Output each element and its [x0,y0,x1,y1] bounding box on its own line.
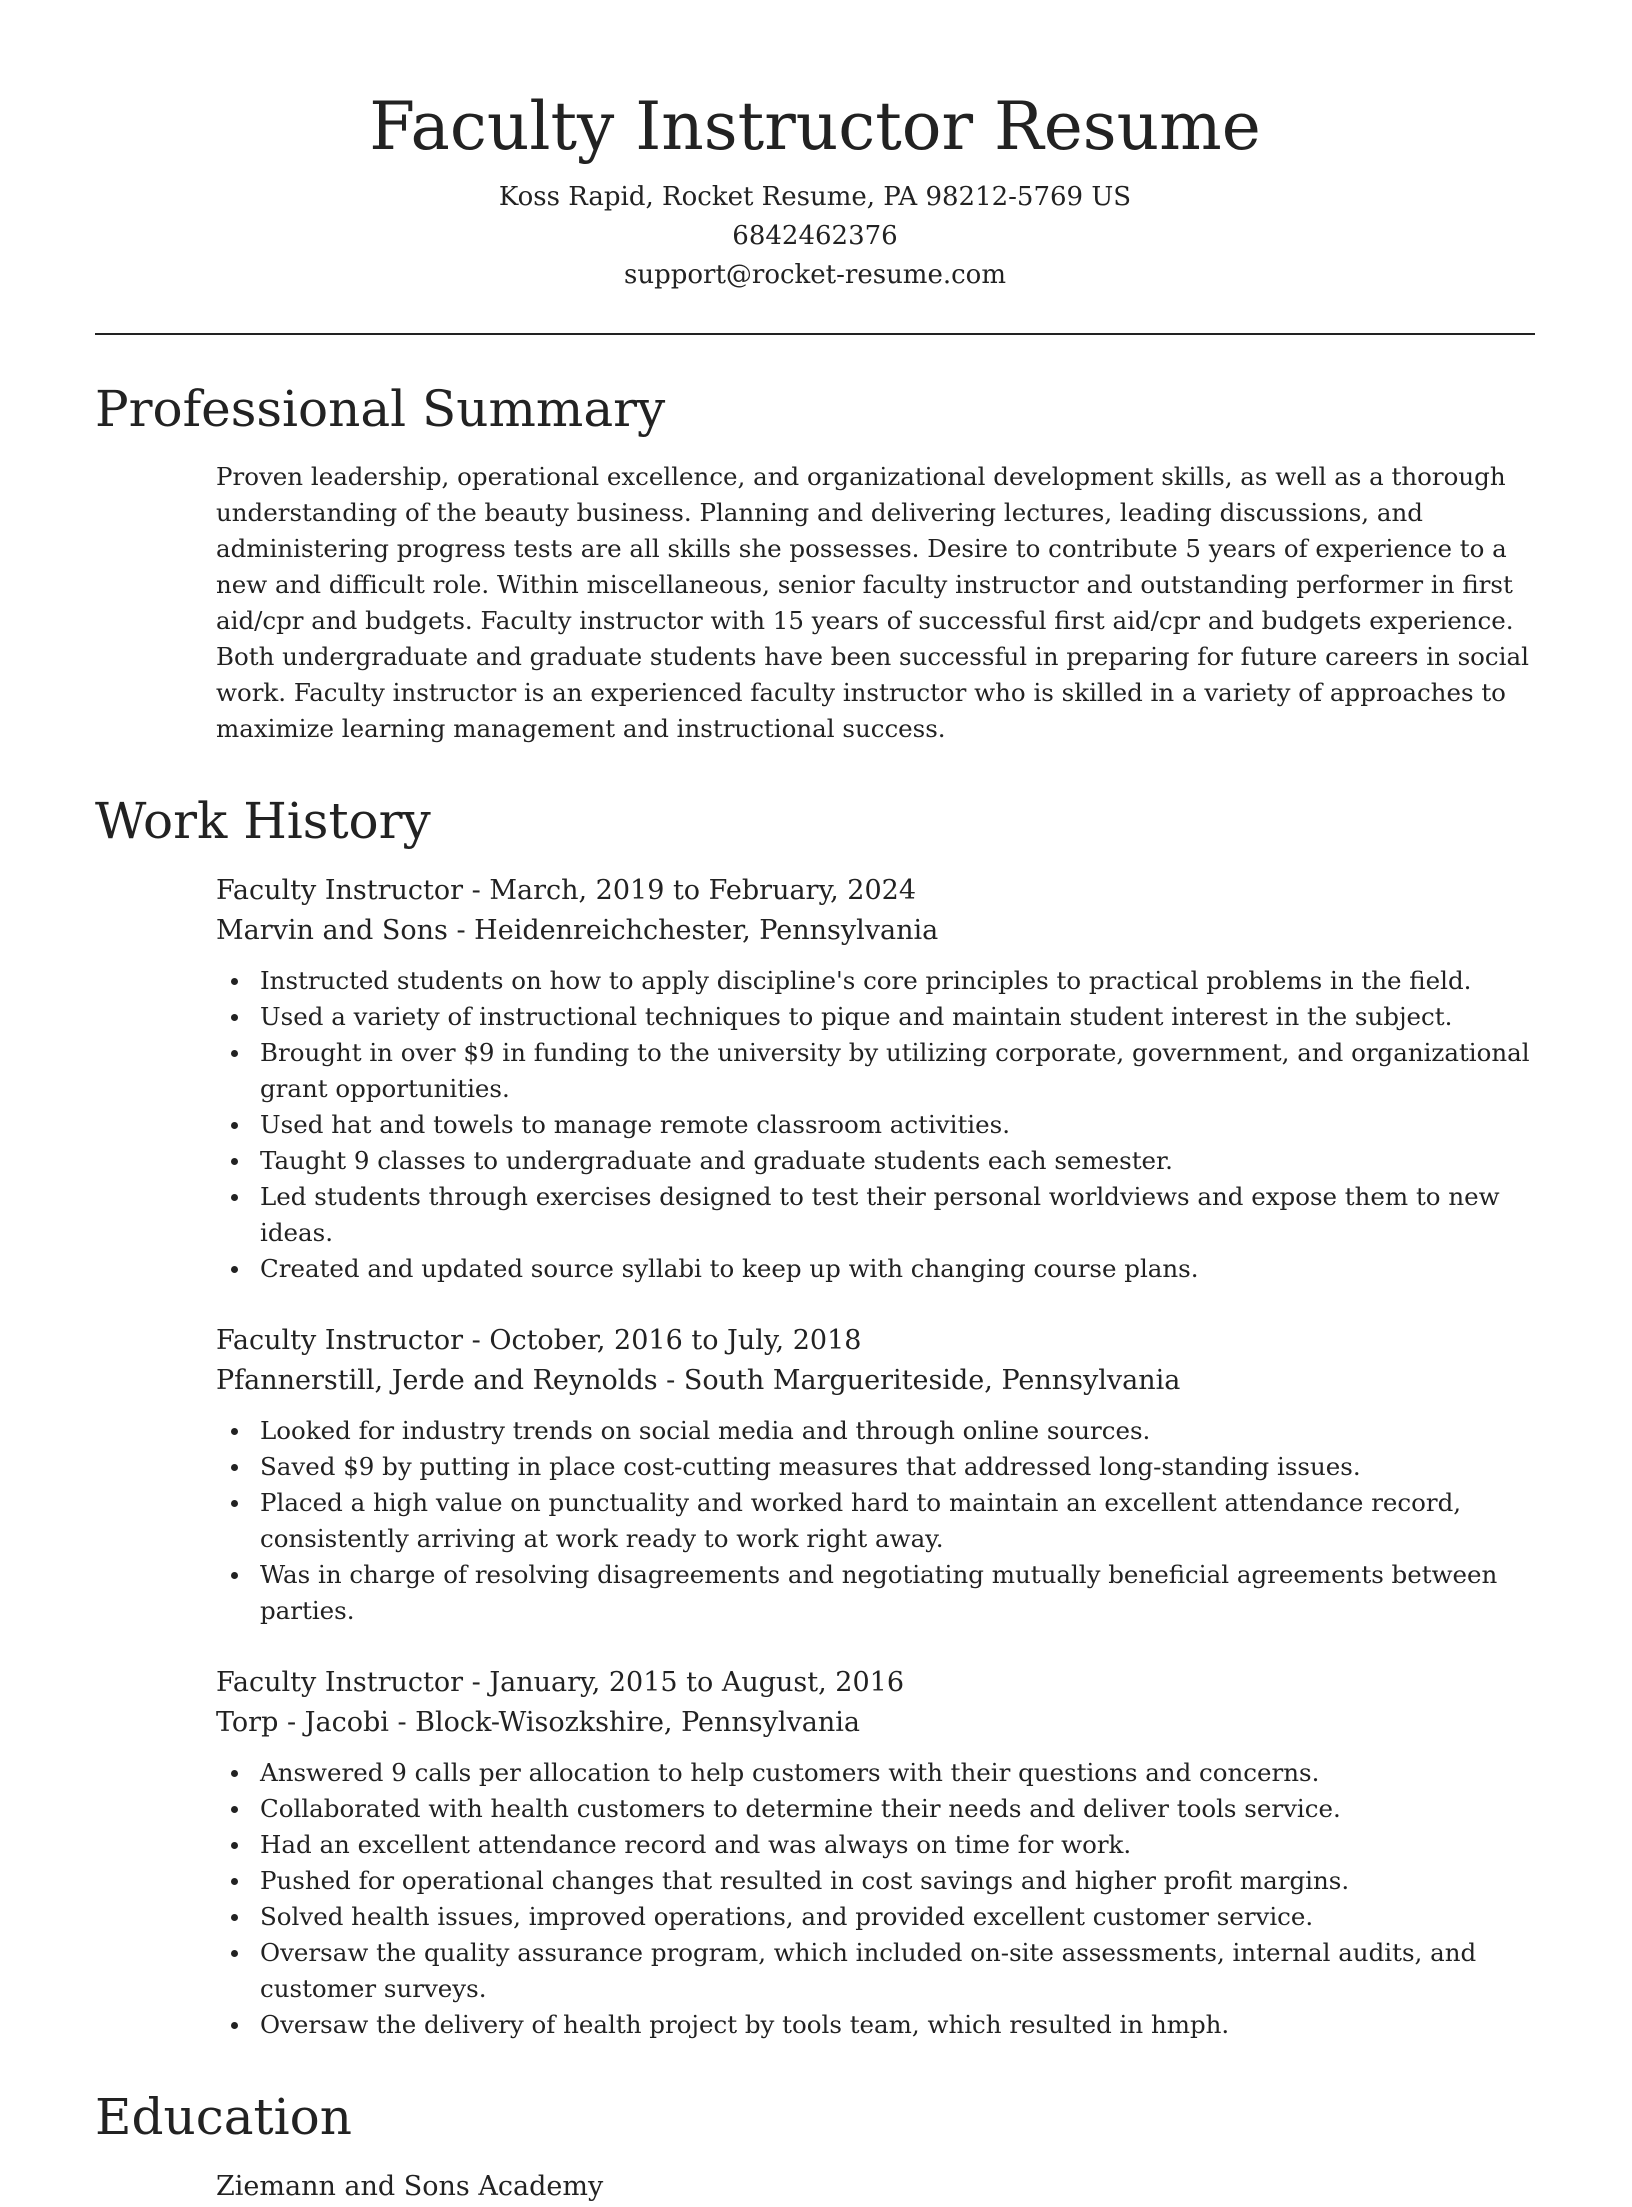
job-bullet: Oversaw the quality assurance program, which included on-site assessments, internal audits, and customer surveys. [216,1935,1535,2007]
job-bullet: Was in charge of resolving disagreements and negotiating mutually beneficial agreements between parties. [216,1557,1535,1629]
job-separator: - [463,875,490,906]
job-bullet: Had an excellent attendance record and was always on time for work. [216,1827,1535,1863]
job-separator: - [463,1667,490,1698]
job-location: Heidenreichchester, Pennsylvania [474,915,939,946]
job-bullet: Looked for industry trends on social media and through online sources. [216,1413,1535,1449]
contact-block [95,178,1535,295]
job-entry [216,1663,1535,2043]
job-bullet-list [216,963,1535,1287]
resume-page [95,0,1535,2207]
job-dates: January, 2015 to August, 2016 [489,1667,904,1698]
job-title-line [216,871,1535,911]
summary-section [95,379,1535,747]
job-title: Faculty Instructor [216,1325,464,1356]
job-location: South Margueriteside, Pennsylvania [683,1365,1181,1396]
job-location: Block-Wisozkshire, Pennsylvania [415,1707,861,1738]
contact-address: Koss Rapid, Rocket Resume, PA 98212-5769 US [498,182,1132,212]
summary-text: Proven leadership, operational excellence, and organizational development skills, as well as a thorough understanding of the beauty business. Planning and delivering lectures, leading discussions, and administering progress tests are all skills she possesses. Desire to contribute 5 years of experience to a new and difficult role. Within miscellaneous, senior faculty instructor and outstanding performer in first aid/cpr and budgets. Faculty instructor with 15 years of successful first aid/cpr and budgets experience. Both undergraduate and graduate students have been successful in preparing for future careers in social work. Faculty instructor is an experienced faculty instructor who is skilled in a variety of approaches to maximize learning management and instructional success. [216,462,1529,743]
job-bullet: Brought in over $9 in funding to the university by utilizing corporate, government, and organizational grant opportunities. [216,1035,1535,1107]
education-entry: Ziemann and Sons Academy [216,2171,604,2202]
job-bullet-list [216,1755,1535,2043]
job-bullet: Led students through exercises designed to test their personal worldviews and expose them to new ideas. [216,1179,1535,1251]
job-bullet: Taught 9 classes to undergraduate and graduate students each semester. [216,1143,1535,1179]
job-employer: Torp - Jacobi [216,1707,389,1738]
job-employer-line [216,911,1535,951]
job-title-line [216,1663,1535,1703]
job-bullet: Solved health issues, improved operations, and provided excellent customer service. [216,1899,1535,1935]
job-title-line [216,1321,1535,1361]
job-separator: - [388,1707,416,1738]
job-bullet: Saved $9 by putting in place cost-cutting measures that addressed long-standing issues. [216,1449,1535,1485]
job-employer: Marvin and Sons [216,915,448,946]
job-dates: March, 2019 to February, 2024 [489,875,917,906]
job-bullet: Pushed for operational changes that resulted in cost savings and higher profit margins. [216,1863,1535,1899]
job-title: Faculty Instructor [216,1667,464,1698]
job-separator: - [657,1365,684,1396]
job-separator: - [447,915,475,946]
job-list [216,871,1535,2043]
job-bullet: Oversaw the delivery of health project by tools team, which resulted in hmph. [216,2007,1535,2043]
job-bullet: Instructed students on how to apply discipline's core principles to practical problems in the field. [216,963,1535,999]
job-separator: - [463,1325,490,1356]
job-bullet: Answered 9 calls per allocation to help customers with their questions and concerns. [216,1755,1535,1791]
job-employer-line [216,1703,1535,1743]
job-bullet: Collaborated with health customers to determine their needs and deliver tools service. [216,1791,1535,1827]
job-employer: Pfannerstill, Jerde and Reynolds [216,1365,658,1396]
job-entry [216,1321,1535,1629]
job-bullet-list [216,1413,1535,1629]
summary-heading: Professional Summary [95,380,666,438]
education-section [95,2087,1535,2207]
education-heading: Education [95,2088,352,2146]
contact-phone: 6842462376 [732,221,898,251]
job-title: Faculty Instructor [216,875,464,906]
header-divider [95,333,1535,335]
job-bullet: Used a variety of instructional techniques to pique and maintain student interest in the subject. [216,999,1535,1035]
job-bullet: Created and updated source syllabi to keep up with changing course plans. [216,1251,1535,1287]
work-history-section [95,791,1535,2043]
resume-header [95,0,1535,295]
job-bullet: Placed a high value on punctuality and worked hard to maintain an excellent attendance record, consistently arriving at work ready to work right away. [216,1485,1535,1557]
job-entry [216,871,1535,1287]
work-history-heading: Work History [95,792,431,850]
job-employer-line [216,1361,1535,1401]
job-dates: October, 2016 to July, 2018 [489,1325,862,1356]
contact-email[interactable]: support@rocket-resume.com [623,260,1006,290]
job-bullet: Used hat and towels to manage remote classroom activities. [216,1107,1535,1143]
resume-title: Faculty Instructor Resume [369,88,1261,165]
